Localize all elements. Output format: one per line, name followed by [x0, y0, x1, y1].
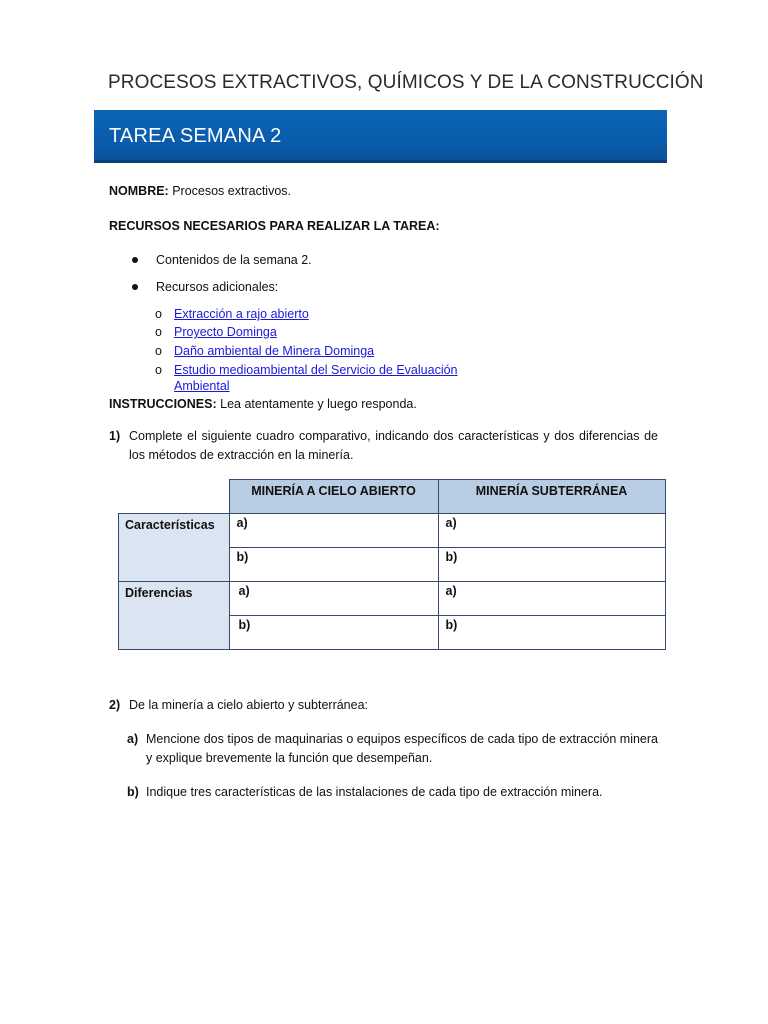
bullet-text: Contenidos de la semana 2.	[156, 253, 312, 267]
question-2b-label: b)	[127, 785, 139, 799]
title-banner	[94, 110, 667, 163]
table-row	[119, 514, 666, 548]
answer-cell[interactable]: a)	[438, 582, 665, 616]
question-2b-text: Indique tres características de las instalaciones de cada tipo de extracción minera.	[146, 785, 603, 799]
question-2a-text: Mencione dos tipos de maquinarias o equipos específicos de cada tipo de extracción minera y explique brevemente la función que desempeñan.	[146, 732, 658, 765]
link-extraccion-rajo-abierto[interactable]: Extracción a rajo abierto	[174, 307, 309, 321]
bullet-text: Recursos adicionales:	[156, 280, 279, 294]
link-estudio-medioambiental[interactable]: Estudio medioambiental del Servicio de Evaluación	[174, 363, 458, 377]
answer-cell[interactable]: a)	[438, 514, 665, 548]
recursos-heading: RECURSOS NECESARIOS PARA REALIZAR LA TAREA:	[109, 219, 440, 233]
nombre-value: Procesos extractivos.	[172, 184, 291, 198]
answer-cell[interactable]: a)	[229, 582, 438, 616]
instrucciones-label: INSTRUCCIONES:	[109, 397, 217, 411]
question-2a-label: a)	[127, 732, 139, 746]
bullet-icon	[132, 284, 138, 290]
row-header-caracteristicas: Características	[119, 514, 230, 582]
answer-cell[interactable]: b)	[229, 616, 438, 650]
table-row	[119, 582, 666, 616]
question-2-number: 2)	[109, 698, 121, 712]
bullet-icon	[132, 257, 138, 263]
table-corner-cell	[119, 480, 230, 514]
comparison-table	[118, 479, 666, 650]
column-header-cielo-abierto: MINERÍA A CIELO ABIERTO	[229, 480, 438, 514]
link-dano-ambiental[interactable]: Daño ambiental de Minera Dominga	[174, 344, 375, 358]
answer-cell[interactable]: b)	[229, 548, 438, 582]
link-proyecto-dominga[interactable]: Proyecto Dominga	[174, 325, 277, 339]
question-2-text: De la minería a cielo abierto y subterránea:	[129, 698, 369, 712]
answer-cell[interactable]: a)	[229, 514, 438, 548]
answer-cell[interactable]: b)	[438, 548, 665, 582]
question-1-text: Complete el siguiente cuadro comparativo, indicando dos características y dos diferencias de los métodos de extracción en la minería.	[129, 429, 658, 462]
instrucciones-line	[109, 396, 417, 412]
sub-bullet-marker: o	[155, 325, 162, 339]
answer-cell[interactable]: b)	[438, 616, 665, 650]
page-header-subject: PROCESOS EXTRACTIVOS, QUÍMICOS Y DE LA CONSTRUCCIÓN	[108, 72, 704, 93]
sub-bullet-marker: o	[155, 363, 162, 377]
instrucciones-value: Lea atentamente y luego responda.	[220, 397, 417, 411]
sub-bullet-marker: o	[155, 344, 162, 358]
column-header-subterranea: MINERÍA SUBTERRÁNEA	[438, 480, 665, 514]
sub-bullet-marker: o	[155, 307, 162, 321]
banner-title: TAREA SEMANA 2	[109, 125, 282, 147]
nombre-line	[109, 183, 291, 199]
link-estudio-medioambiental-cont[interactable]: Ambiental	[174, 379, 230, 393]
row-header-diferencias: Diferencias	[119, 582, 230, 650]
nombre-label: NOMBRE:	[109, 184, 169, 198]
table-header-row	[119, 480, 666, 514]
question-1-number: 1)	[109, 429, 121, 443]
